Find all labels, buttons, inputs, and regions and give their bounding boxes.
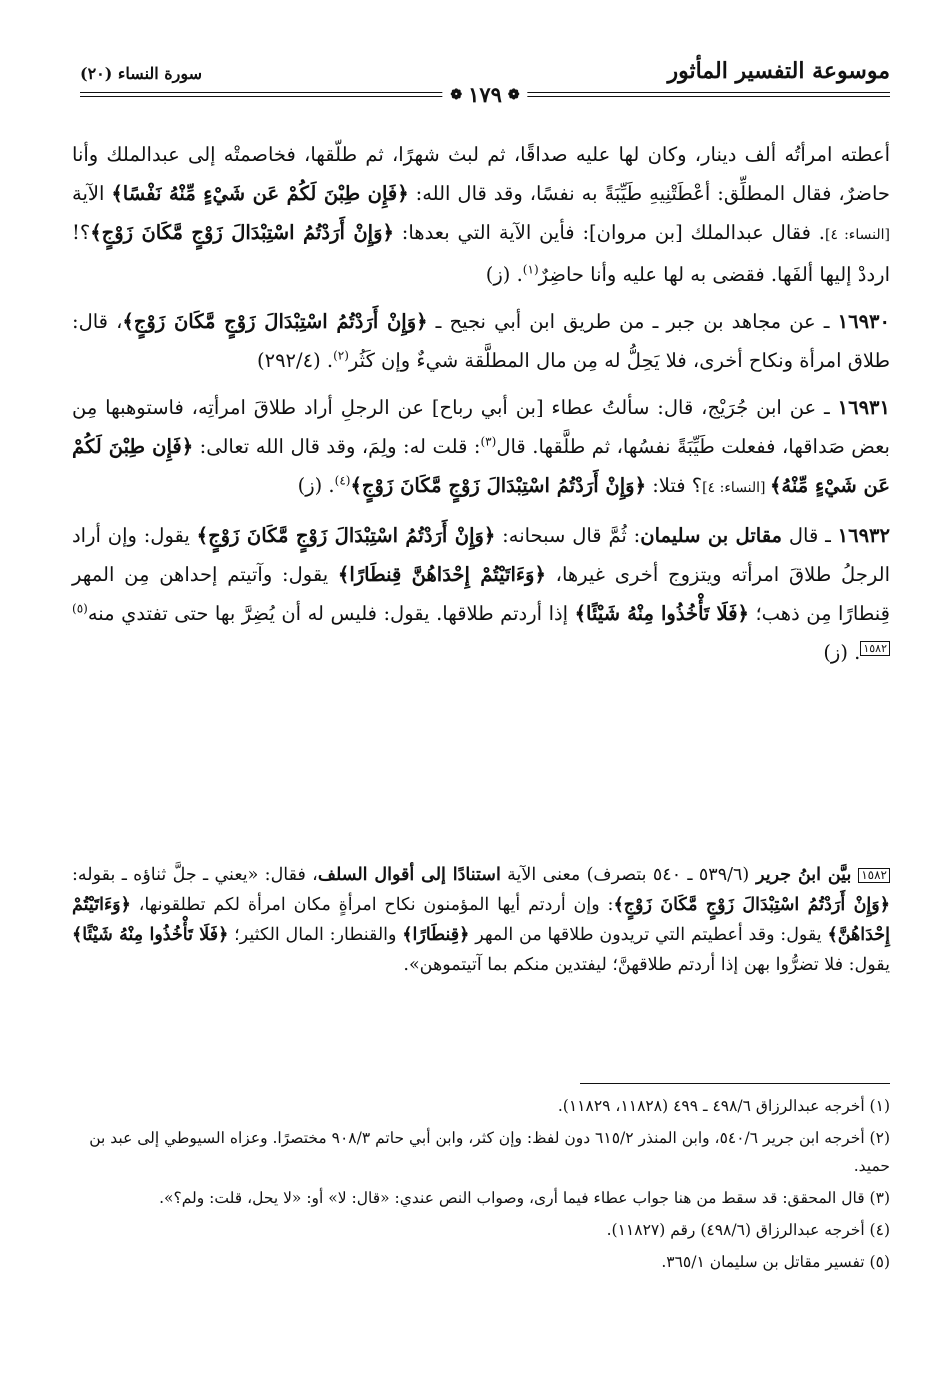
- ornament-icon: ❁: [507, 86, 520, 103]
- footnote: (٣) قال المحقق: قد سقط من هنا جواب عطاء فيما أرى، وصواب النص عندي: «قال: لا» أو: «لا يحل، قلت: ولم؟».: [159, 1189, 890, 1207]
- text: . (ز): [297, 474, 335, 497]
- verse-ref: [النساء: ٤]: [702, 480, 770, 496]
- emphasis: استنادًا إلى أقوال السلف: [317, 865, 501, 885]
- entry-number: ١٦٩٣٢: [837, 524, 891, 547]
- text: يقول: وآتيتم إحداهن مِن المهر قِنطارًا مِن ذهب؛: [72, 563, 890, 625]
- footnotes: [72, 1092, 890, 1280]
- quran-quote: ﴿وَإِنْ أَرَدْتُمُ اسْتِبْدَالَ زَوْجٍ مَّكَانَ زَوْجٍ﴾: [613, 895, 891, 915]
- page-number-block: [442, 82, 527, 107]
- text: ، فقال: «يعني ـ جلَّ ثناؤه ـ بقوله:: [72, 865, 318, 885]
- text: أعطته امرأتُه ألف دينار، وكان لها عليه صداقًا، ثم لبث شهرًا، ثم طلّقها، فخاصمتْه إلى عبدالملك وأنا حاضرٌ، فقال المطلِّق: أعْطَتْنِيهِ طَيِّبَةً به نفسًا، وقد قال الله:: [72, 143, 890, 205]
- entry-number: ١٦٩٣٠: [837, 310, 891, 333]
- footnote: (٥) تفسير مقاتل بن سليمان ٣٦٥/١.: [661, 1253, 890, 1271]
- quran-quote: ﴿وَءَاتَيْتُمْ إِحْدَاهُنَّ قِنطَارًا﴾: [337, 563, 546, 586]
- book-title: موسوعة التفسير المأثور: [667, 58, 890, 84]
- paragraph: [72, 135, 890, 294]
- text: : ثُمَّ قال سبحانه:: [495, 524, 641, 547]
- verse-ref: [النساء: ٤]: [825, 227, 890, 243]
- footnote-separator: [580, 1083, 890, 1084]
- text: (٥٣٩/٦ ـ ٥٤٠ بتصرف) معنى الآية: [500, 865, 750, 885]
- footnote-marker[interactable]: (١): [522, 262, 539, 277]
- running-header: [80, 58, 890, 107]
- quran-quote: ﴿فَلَا تَأْخُذُوا مِنْهُ شَيْئًا﴾: [574, 602, 749, 625]
- footnote: (٢) أخرجه ابن جرير ٥٤٠/٦، وابن المنذر ٦١٥/٢ دون لفظ: وإن كثر، وابن أبي حاتم ٩٠٨/٣ مختصرًا. وعزاه السيوطي إلى عبد بن حميد.: [89, 1129, 890, 1175]
- ornament-icon: ❁: [450, 86, 463, 103]
- quran-quote: ﴿وَإِنْ أَرَدْتُمُ اسْتِبْدَالَ زَوْجٍ مَّكَانَ زَوْجٍ﴾: [350, 474, 646, 497]
- footnote-marker[interactable]: (٤): [334, 473, 351, 488]
- main-text: [72, 135, 890, 680]
- quran-quote: ﴿قِنطَارًا﴾: [402, 925, 470, 945]
- text: . فقال عبدالملك [بن مروان]: فأين الآية التي بعدها:: [393, 221, 825, 244]
- text: ـ عن ابن جُرَيْج، قال: سألتُ عطاء [بن أبي رباح] عن الرجلِ أراد طلاقَ امرأتِه، فاستوهبها مِن بعض صَداقها، ففعلت طَيِّبَةً نفسُها، ثم طلَّقها. قال: [72, 396, 890, 458]
- text: . (٢٩٢/٤): [257, 349, 334, 372]
- text: ـ عن مجاهد بن جبر ـ من طريق ابن أبي نجيح ـ: [427, 310, 838, 333]
- commentary-note: [72, 860, 890, 980]
- text: ؟ فتلا:: [646, 474, 703, 497]
- footnote: (١) أخرجه عبدالرزاق ٤٩٨/٦ ـ ٤٩٩ (١١٨٢٨، ١١٨٢٩).: [557, 1097, 890, 1115]
- commentary-ref-box: ١٥٨٢: [858, 868, 890, 883]
- quran-quote: ﴿فَلَا تَأْخُذُوا مِنْهُ شَيْئًا﴾: [72, 925, 229, 945]
- text: والقنطار: المال الكثير؛: [228, 925, 403, 945]
- text: ـ قال: [782, 524, 838, 547]
- text: : وإن أردتم أيها المؤمنون نكاح امرأةٍ مكان امرأة لكم تطلقونها،: [130, 895, 614, 915]
- footnote-marker[interactable]: (٥): [72, 601, 88, 616]
- text: إذا أردتم طلاقها. يقول: فليس له أن يُضِرَّ بها حتى تفتدي منه: [87, 602, 575, 625]
- text: ؟! ارددْ إليها ألفَها. فقضى به لها عليه وأنا حاضِرٌ: [72, 221, 890, 286]
- quran-quote: ﴿وَءَاتَيْتُمْ إِحْدَاهُنَّ﴾: [72, 895, 890, 945]
- paragraph: [72, 302, 890, 380]
- quran-quote: ﴿وَإِنْ أَرَدْتُمُ اسْتِبْدَالَ زَوْجٍ مَّكَانَ زَوْجٍ﴾: [90, 221, 394, 244]
- text: . (ز): [823, 641, 861, 664]
- text: يقول: فلا تضرُّوا بهن إذا أردتم طلاقهنَّ؛ ليفتدين منكم بما آتيتموهن».: [403, 955, 890, 975]
- text: . (ز): [485, 263, 523, 286]
- entry-number: ١٦٩٣١: [837, 396, 890, 419]
- quran-quote: ﴿وَإِنْ أَرَدْتُمُ اسْتِبْدَالَ زَوْجٍ مَّكَانَ زَوْجٍ﴾: [196, 524, 496, 547]
- footnote: (٤) أخرجه عبدالرزاق (٤٩٨/٦) رقم (١١٨٢٧).: [606, 1221, 890, 1239]
- quran-quote: ﴿فَإِن طِبْنَ لَكُمْ عَن شَيْءٍ مِّنْهُ﴾: [72, 435, 890, 497]
- author-name: بيَّن ابنُ جرير: [749, 865, 859, 885]
- text: ، قال: طلاق امرأة ونكاح أخرى، فلا يَحِلُّ له مِن مال المطلَّقة شيءٌ وإن كَثُر: [72, 310, 890, 372]
- quran-quote: ﴿وَإِنْ أَرَدْتُمُ اسْتِبْدَالَ زَوْجٍ مَّكَانَ زَوْجٍ﴾: [122, 310, 428, 333]
- footnote-marker[interactable]: (٣): [480, 434, 497, 449]
- paragraph: [72, 388, 890, 508]
- text: يقول: وقد أعطيتم التي تريدون طلاقها من المهر: [469, 925, 828, 945]
- text: الآية: [72, 182, 112, 205]
- page-number: ١٧٩: [468, 82, 502, 107]
- paragraph: [72, 516, 890, 672]
- author-name: مقاتل بن سليمان: [640, 524, 783, 547]
- text: يقول: وإن أراد الرجلُ طلاقَ امرأته ويتزوج أخرى غيرها،: [72, 524, 890, 586]
- surah-label: سورة النساء (٢٠): [80, 64, 203, 83]
- quran-quote: ﴿فَإِن طِبْنَ لَكُمْ عَن شَيْءٍ مِّنْهُ نَفْسًا﴾: [111, 182, 409, 205]
- text: : قلت له: ولِمَ، وقد قال الله تعالى:: [193, 435, 481, 458]
- footnote-marker[interactable]: (٢): [333, 348, 349, 363]
- commentary-ref-box[interactable]: ١٥٨٢: [860, 641, 890, 656]
